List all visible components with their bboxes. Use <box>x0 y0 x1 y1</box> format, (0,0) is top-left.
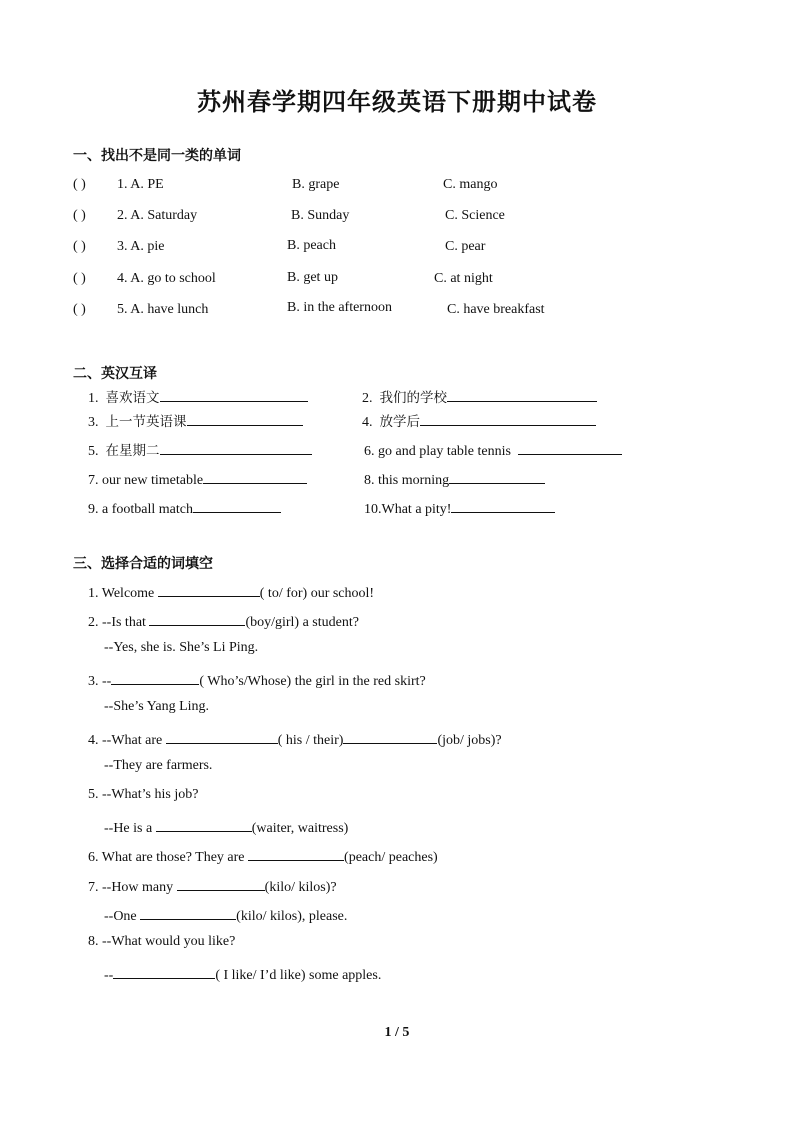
translation-item: 7. our new timetable <box>88 469 307 489</box>
answer-blank[interactable] <box>451 498 555 513</box>
answer-blank[interactable] <box>343 729 437 744</box>
translation-item: 1. 喜欢语文 <box>88 386 308 407</box>
answer-blank[interactable] <box>113 964 215 979</box>
fill-blank-question: 3. -- ( Who’s/Whose) the girl in the red skirt? <box>88 670 426 690</box>
question-option-a: 5. A. have lunch <box>117 302 209 317</box>
question-option-c: C. have breakfast <box>447 302 545 317</box>
answer-blank[interactable] <box>160 440 312 455</box>
section3-heading: 三、选择合适的词填空 <box>73 556 213 572</box>
fill-blank-question: --One (kilo/ kilos), please. <box>104 905 347 925</box>
answer-blank[interactable] <box>420 411 596 426</box>
section2-heading: 二、英汉互译 <box>73 366 157 382</box>
answer-blank[interactable] <box>203 469 307 484</box>
question-option-a: 2. A. Saturday <box>117 208 198 223</box>
answer-paren[interactable]: ( ) <box>73 177 86 192</box>
translation-item: 3. 上一节英语课 <box>88 410 303 431</box>
translation-item: 10.What a pity! <box>364 498 555 518</box>
answer-paren[interactable]: ( ) <box>73 208 86 223</box>
dialogue-question: 8. --What would you like? <box>88 934 236 949</box>
question-option-b: B. peach <box>287 238 336 253</box>
page-number: 1 / 5 <box>384 1025 410 1040</box>
question-option-a: 4. A. go to school <box>117 271 216 286</box>
answer-paren[interactable]: ( ) <box>73 302 86 317</box>
answer-blank[interactable] <box>160 387 308 402</box>
answer-blank[interactable] <box>518 440 622 455</box>
fill-blank-question: 1. Welcome ( to/ for) our school! <box>88 582 374 602</box>
question-option-b: B. grape <box>292 177 340 192</box>
answer-blank[interactable] <box>193 498 281 513</box>
dialogue-response: --She’s Yang Ling. <box>104 699 210 714</box>
fill-blank-question: 2. --Is that (boy/girl) a student? <box>88 611 359 631</box>
question-option-c: C. mango <box>443 177 498 192</box>
translation-item: 6. go and play table tennis <box>364 440 622 460</box>
question-option-c: C. at night <box>434 271 493 286</box>
answer-blank[interactable] <box>156 817 252 832</box>
answer-blank[interactable] <box>149 611 245 626</box>
translation-item: 5. 在星期二 <box>88 439 312 460</box>
answer-blank[interactable] <box>248 846 344 861</box>
section1-heading: 一、找出不是同一类的单词 <box>73 148 241 164</box>
question-option-b: B. in the afternoon <box>287 300 392 315</box>
question-option-a: 1. A. PE <box>117 177 164 192</box>
fill-blank-question: --He is a (waiter, waitress) <box>104 817 348 837</box>
answer-paren[interactable]: ( ) <box>73 271 86 286</box>
fill-blank-question: 4. --What are ( his / their) (job/ jobs)? <box>88 729 502 749</box>
translation-item: 2. 我们的学校 <box>362 386 597 407</box>
question-option-b: B. Sunday <box>291 208 350 223</box>
answer-blank[interactable] <box>158 582 260 597</box>
answer-blank[interactable] <box>177 876 265 891</box>
question-option-c: C. Science <box>445 208 505 223</box>
question-option-b: B. get up <box>287 270 338 285</box>
fill-blank-question: 7. --How many (kilo/ kilos)? <box>88 876 337 896</box>
answer-blank[interactable] <box>140 905 236 920</box>
answer-blank[interactable] <box>187 411 303 426</box>
fill-blank-question: -- ( I like/ I’d like) some apples. <box>104 964 381 984</box>
question-option-c: C. pear <box>445 239 486 254</box>
dialogue-response: --They are farmers. <box>104 758 213 773</box>
translation-item: 8. this morning <box>364 469 545 489</box>
question-option-a: 3. A. pie <box>117 239 165 254</box>
answer-blank[interactable] <box>166 729 278 744</box>
fill-blank-question: 6. What are those? They are (peach/ peaches) <box>88 846 438 866</box>
translation-item: 9. a football match <box>88 498 281 518</box>
answer-blank[interactable] <box>447 387 597 402</box>
answer-paren[interactable]: ( ) <box>73 239 86 254</box>
answer-blank[interactable] <box>449 469 545 484</box>
dialogue-response: --Yes, she is. She’s Li Ping. <box>104 640 259 655</box>
dialogue-question: 5. --What’s his job? <box>88 787 199 802</box>
page-title: 苏州春学期四年级英语下册期中试卷 <box>197 90 597 116</box>
translation-item: 4. 放学后 <box>362 410 596 431</box>
answer-blank[interactable] <box>111 670 199 685</box>
